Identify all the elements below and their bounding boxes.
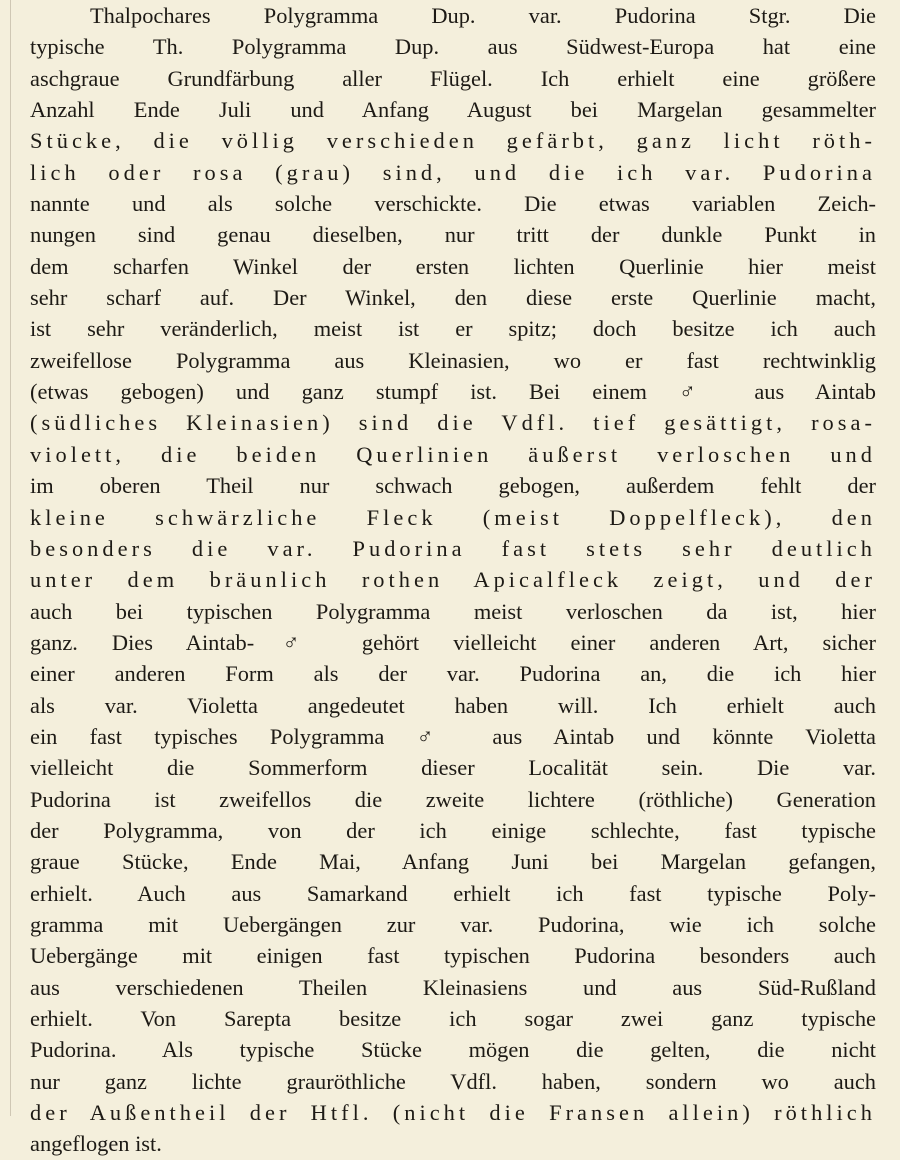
text-line: unter dem bräunlich rothen Apicalfleck zeigt, und der [30,567,876,593]
text-line: Pudorina ist zweifellos die zweite lichtere (röthliche) Generation [30,786,876,812]
text-line: Uebergänge mit einigen fast typischen Pudorina besonders auch [30,943,876,969]
text-line: (südliches Kleinasien) sind die Vdfl. tief gesättigt, rosa- [30,410,876,436]
text-line: erhielt. Von Sarepta besitze ich sogar zwei ganz typische [30,1006,876,1031]
text-line: nur ganz lichte grauröthliche Vdfl. haben, sondern wo auch [30,1068,876,1094]
text-line: nungen sind genau dieselben, nur tritt der dunkle Punkt in [30,222,876,248]
text-line: als var. Violetta angedeutet haben will. Ich erhielt auch [30,692,876,718]
text-line: kleine schwärzliche Fleck (meist Doppelfleck), den [30,504,876,530]
text-line: einer anderen Form als der var. Pudorina an, die ich hier [30,661,876,687]
text-line: graue Stücke, Ende Mai, Anfang Juni bei Margelan gefangen, [30,849,876,875]
text-line: der Außentheil der Htfl. (nicht die Fransen allein) röthlich [30,1100,876,1126]
text-line: gramma mit Uebergängen zur var. Pudorina, wie ich solche [30,911,876,937]
text-line: auch bei typischen Polygramma meist verloschen da ist, hier [30,598,876,624]
text-line: lich oder rosa (grau) sind, und die ich var. Pudorina [30,159,876,185]
text-line: angeflogen ist. [30,1131,162,1157]
text-line: sehr scharf auf. Der Winkel, den diese erste Querlinie macht, [30,285,876,311]
text-line: dem scharfen Winkel der ersten lichten Querlinie hier meist [30,253,876,279]
text-line: nannte und als solche verschickte. Die etwas variablen Zeich- [30,191,876,217]
text-line: Pudorina. Als typische Stücke mögen die gelten, die nicht [30,1037,876,1063]
text-line: vielleicht die Sommerform dieser Localität sein. Die var. [30,755,876,781]
text-line: (etwas gebogen) und ganz stumpf ist. Bei einem ♂ aus Aintab [30,379,876,405]
text-line: violett, die beiden Querlinien äußerst verloschen und [30,441,876,467]
text-line: besonders die var. Pudorina fast stets sehr deutlich [30,535,876,561]
text-line: im oberen Theil nur schwach gebogen, außerdem fehlt der [30,473,876,499]
text-line: Anzahl Ende Juli und Anfang August bei Margelan gesammelter [30,97,876,123]
text-line: zweifellose Polygramma aus Kleinasien, wo er fast rechtwinklig [30,347,876,373]
text-line: aschgraue Grundfärbung aller Flügel. Ich erhielt eine größere [30,65,876,91]
text-line: der Polygramma, von der ich einige schlechte, fast typische [30,817,876,843]
page-margin-rule [10,0,11,1116]
text-line: typische Th. Polygramma Dup. aus Südwest-Europa hat eine [30,34,876,60]
text-line: Stücke, die völlig verschieden gefärbt, ganz licht röth- [30,128,876,154]
text-line: ganz. Dies Aintab-♂ gehört vielleicht einer anderen Art, sicher [30,629,876,655]
text-line: Thalpochares Polygramma Dup. var. Pudorina Stgr. Die [90,3,876,28]
text-line: ein fast typisches Polygramma ♂ aus Aintab und könnte Violetta [30,723,876,749]
text-line: aus verschiedenen Theilen Kleinasiens und aus Süd-Rußland [30,974,876,1000]
text-line: erhielt. Auch aus Samarkand erhielt ich fast typische Poly- [30,880,876,906]
text-line: ist sehr veränderlich, meist ist er spitz; doch besitze ich auch [30,316,876,342]
body-text [30,0,876,1160]
